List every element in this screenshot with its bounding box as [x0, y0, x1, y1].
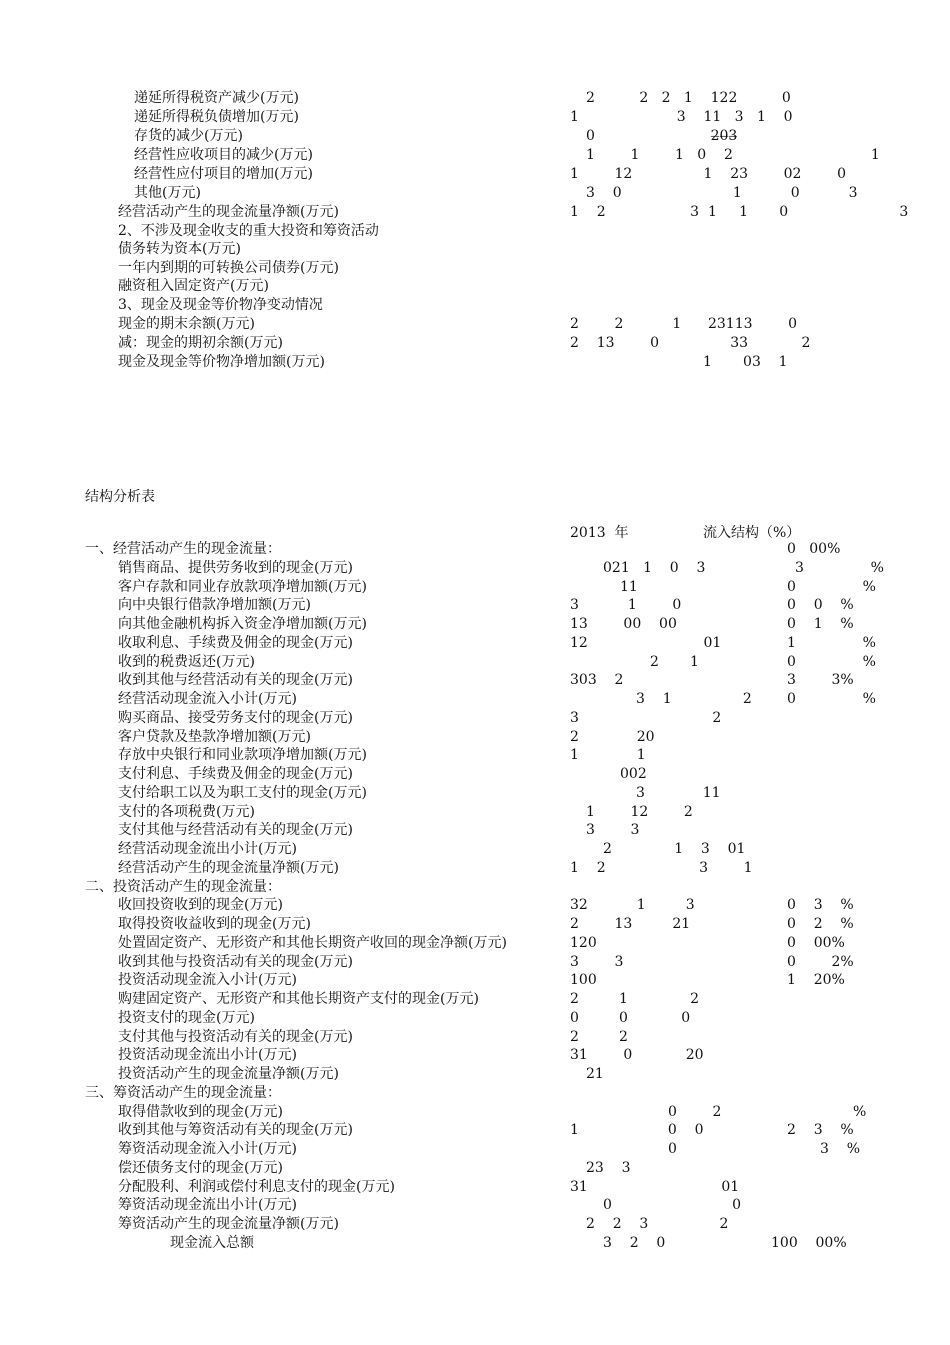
- structure-row-ratio: %: [853, 1104, 867, 1120]
- row-label: 其他(万元): [134, 185, 201, 201]
- structure-row-ratio: 0 %: [787, 691, 876, 707]
- structure-row-label: 支付利息、手续费及佣金的现金(万元): [118, 766, 353, 782]
- structure-row-amount: 3 11: [636, 785, 721, 801]
- row-label: 债务转为资本(万元): [118, 241, 241, 257]
- structure-row-amount: 120: [570, 935, 597, 951]
- structure-row-amount: 3 1 0: [570, 597, 682, 613]
- structure-row-amount: 0 0: [603, 1197, 741, 1213]
- structure-row-label: 收取利息、手续费及佣金的现金(万元): [118, 635, 353, 651]
- row-value: 0 2̶0̶3̶: [586, 128, 738, 144]
- row-label: 递延所得税负债增加(万元): [134, 109, 299, 125]
- structure-row-label: 收回投资收到的现金(万元): [118, 897, 283, 913]
- structure-row-label: 投资支付的现金(万元): [118, 1010, 255, 1026]
- structure-row-label: 筹资活动现金流出小计(万元): [118, 1197, 297, 1213]
- structure-row-amount: 3 1 2: [636, 691, 752, 707]
- structure-row-label: 购买商品、接受劳务支付的现金(万元): [118, 710, 353, 726]
- structure-row-label: 偿还债务支付的现金(万元): [118, 1160, 283, 1176]
- row-label: 经营性应收项目的减少(万元): [134, 147, 313, 163]
- structure-row-amount: 3 3: [586, 822, 640, 838]
- row-label: 存货的减少(万元): [134, 128, 243, 144]
- structure-row-ratio: 0 %: [787, 654, 876, 670]
- structure-row-label: 支付给职工以及为职工支付的现金(万元): [118, 785, 367, 801]
- row-value: 1 2 3 1 1 0 3: [570, 204, 909, 220]
- structure-row-amount: 303 2: [570, 672, 624, 688]
- structure-row-label: 存放中央银行和同业款项净增加额(万元): [118, 747, 367, 763]
- structure-row-ratio: 0 1 %: [787, 616, 854, 632]
- structure-row-amount: 1 0 0: [570, 1122, 704, 1138]
- structure-row-label: 经营活动现金流出小计(万元): [118, 841, 297, 857]
- structure-row-ratio: 3 3%: [787, 672, 854, 688]
- row-value: 1 1 1 0 2 1: [586, 147, 880, 163]
- row-value: 1 03 1: [703, 354, 788, 370]
- structure-row-amount: 1 2 3 1: [570, 860, 753, 876]
- structure-row-amount: 11: [620, 579, 638, 595]
- row-label: 经营性应付项目的增加(万元): [134, 166, 313, 182]
- row-label: 现金及现金等价物净增加额(万元): [118, 354, 325, 370]
- structure-row-amount: 21: [586, 1066, 604, 1082]
- structure-row-ratio: 0 00%: [787, 935, 845, 951]
- structure-row-label: 处置固定资产、无形资产和其他长期资产收回的现金净额(万元): [118, 935, 507, 951]
- structure-row-amount: 3 2: [570, 710, 722, 726]
- row-label: 3、现金及现金等价物净变动情况: [118, 297, 323, 313]
- structure-row-ratio: 0 3 %: [787, 897, 854, 913]
- structure-row-ratio: 0 00%: [787, 541, 841, 557]
- structure-row-amount: 002: [620, 766, 647, 782]
- header-structure: 流入结构（%）: [703, 525, 801, 541]
- structure-row-label: 筹资活动现金流入小计(万元): [118, 1141, 297, 1157]
- structure-row-amount: 1 1: [570, 747, 646, 763]
- structure-row-label: 三、筹资活动产生的现金流量：: [85, 1085, 281, 1101]
- structure-row-amount: 0: [668, 1141, 677, 1157]
- row-label: 融资租入固定资产(万元): [118, 278, 269, 294]
- row-label: 2、不涉及现金收支的重大投资和筹资活动: [118, 223, 379, 239]
- structure-row-amount: 2 1 2: [570, 991, 700, 1007]
- row-label: 减：现金的期初余额(万元): [118, 335, 283, 351]
- structure-row-label: 投资活动现金流入小计(万元): [118, 972, 297, 988]
- structure-row-label: 支付其他与投资活动有关的现金(万元): [118, 1029, 353, 1045]
- structure-row-label: 收到其他与筹资活动有关的现金(万元): [118, 1122, 353, 1138]
- structure-row-label: 分配股利、利润或偿付利息支付的现金(万元): [118, 1179, 395, 1195]
- structure-row-label: 取得借款收到的现金(万元): [118, 1104, 283, 1120]
- structure-row-amount: 2 1: [650, 654, 699, 670]
- structure-row-label: 向其他金融机构拆入资金净增加额(万元): [118, 616, 367, 632]
- structure-row-label: 筹资活动产生的现金流量净额(万元): [118, 1216, 339, 1232]
- row-label: 递延所得税资产减少(万元): [134, 90, 299, 106]
- structure-row-amount: 23 3: [586, 1160, 631, 1176]
- structure-row-label: 取得投资收益收到的现金(万元): [118, 916, 311, 932]
- structure-row-label: 投资活动产生的现金流量净额(万元): [118, 1066, 339, 1082]
- structure-row-amount: 31 01: [570, 1179, 740, 1195]
- structure-row-label: 一、经营活动产生的现金流量：: [85, 541, 281, 557]
- structure-row-ratio: 2 3 %: [787, 1122, 854, 1138]
- structure-row-ratio: 1 20%: [787, 972, 845, 988]
- structure-row-ratio: 1 %: [787, 635, 876, 651]
- structure-row-label: 二、投资活动产生的现金流量：: [85, 879, 281, 895]
- structure-row-amount: 2 1 3 01: [603, 841, 746, 857]
- row-value: 1 12 1 23 02 0: [570, 166, 846, 182]
- structure-row-label: 现金流入总额: [170, 1235, 254, 1251]
- structure-row-amount: 3 2 0: [603, 1235, 666, 1251]
- row-label: 一年内到期的可转换公司债券(万元): [118, 260, 339, 276]
- structure-row-label: 收到其他与经营活动有关的现金(万元): [118, 672, 353, 688]
- structure-row-label: 经营活动产生的现金流量净额(万元): [118, 860, 339, 876]
- structure-row-amount: 0 0 0: [570, 1010, 691, 1026]
- structure-row-ratio: 0 2 %: [787, 916, 854, 932]
- structure-row-label: 投资活动现金流出小计(万元): [118, 1047, 297, 1063]
- structure-row-amount: 2 20: [570, 729, 655, 745]
- structure-row-ratio: 0 %: [787, 579, 876, 595]
- row-value: 3 0 1 0 3: [586, 185, 858, 201]
- structure-row-label: 向中央银行借款净增加额(万元): [118, 597, 311, 613]
- row-label: 经营活动产生的现金流量净额(万元): [118, 204, 339, 220]
- row-value: 2 13 0 33 2: [570, 335, 811, 351]
- structure-row-amount: 2 2: [570, 1029, 628, 1045]
- row-label: 现金的期末余额(万元): [118, 316, 255, 332]
- structure-row-ratio: 0 0 %: [787, 597, 854, 613]
- structure-row-label: 客户贷款及垫款净增加额(万元): [118, 729, 311, 745]
- structure-row-ratio: 0 2%: [787, 954, 854, 970]
- structure-row-label: 支付的各项税费(万元): [118, 804, 255, 820]
- structure-row-amount: 100: [570, 972, 597, 988]
- structure-row-amount: 12 01: [570, 635, 722, 651]
- structure-row-label: 经营活动现金流入小计(万元): [118, 691, 297, 707]
- structure-row-ratio: 3 %: [820, 1141, 861, 1157]
- structure-row-amount: 0 2: [668, 1104, 722, 1120]
- section-title: 结构分析表: [85, 489, 155, 505]
- structure-row-amount: 3 3: [570, 954, 624, 970]
- structure-row-amount: 32 1 3: [570, 897, 695, 913]
- row-value: 2 2 2 1 122 0: [586, 90, 791, 106]
- structure-row-label: 客户存款和同业存放款项净增加额(万元): [118, 579, 367, 595]
- structure-row-amount: 2 13 21: [570, 916, 691, 932]
- structure-row-amount: 13 00 00: [570, 616, 677, 632]
- structure-row-label: 销售商品、提供劳务收到的现金(万元): [118, 560, 353, 576]
- structure-row-amount: 1 12 2: [586, 804, 693, 820]
- structure-row-label: 收到其他与投资活动有关的现金(万元): [118, 954, 353, 970]
- structure-row-amount: 021 1 0 3: [603, 560, 706, 576]
- structure-row-ratio: 100 00%: [771, 1235, 847, 1251]
- header-year: 2013 年: [570, 525, 629, 541]
- structure-row-label: 购建固定资产、无形资产和其他长期资产支付的现金(万元): [118, 991, 479, 1007]
- structure-row-amount: 31 0 20: [570, 1047, 704, 1063]
- row-value: 1 3 11 3 1 0: [570, 109, 793, 125]
- structure-row-amount: 2 2 3 2: [586, 1216, 729, 1232]
- structure-row-label: 支付其他与经营活动有关的现金(万元): [118, 822, 353, 838]
- structure-row-ratio: 3 %: [795, 560, 884, 576]
- structure-row-label: 收到的税费返还(万元): [118, 654, 255, 670]
- row-value: 2 2 1 23113 0: [570, 316, 798, 332]
